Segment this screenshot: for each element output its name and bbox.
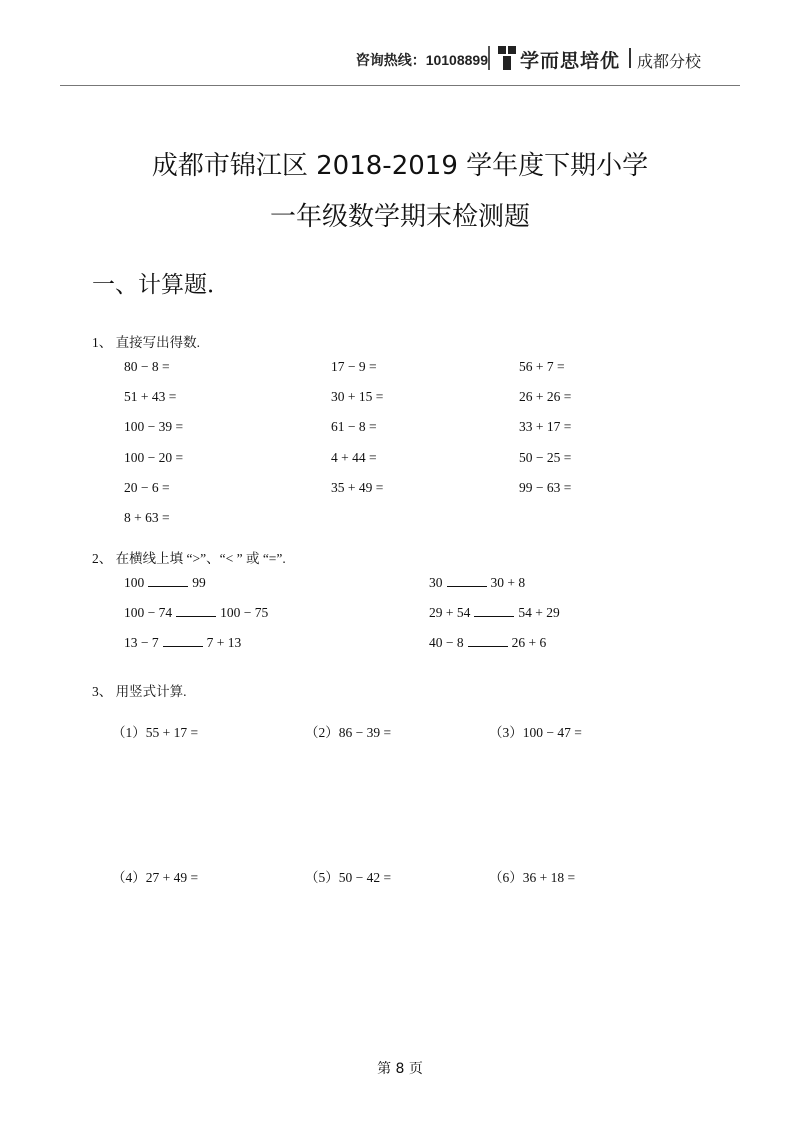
answer-blank[interactable] xyxy=(148,575,188,587)
section-heading: 一、计算题． xyxy=(92,272,230,298)
page-subtitle: 一年级数学期末检测题 xyxy=(269,202,530,232)
q1-item: 51 + 43 = xyxy=(124,389,177,404)
answer-blank[interactable] xyxy=(447,575,487,587)
q2-left: 40 − 8 xyxy=(429,635,464,650)
q3-item: （2）86 − 39 = xyxy=(305,725,392,740)
question-3-label: 3、 用竖式计算. xyxy=(92,684,187,699)
q2-left: 13 − 7 xyxy=(124,635,159,650)
q2-left: 29 + 54 xyxy=(429,605,471,620)
q1-item: 33 + 17 = xyxy=(519,419,572,434)
q2-right: 26 + 6 xyxy=(511,635,547,650)
question-2-label: 2、 在横线上填 “>”、“< ” 或 “=”. xyxy=(92,551,286,566)
q2-item xyxy=(429,575,525,591)
q3-item: （6）36 + 18 = xyxy=(489,870,576,885)
q1-item: 61 − 8 = xyxy=(331,419,377,434)
q1-item: 50 − 25 = xyxy=(519,450,572,465)
header-divider xyxy=(488,46,490,70)
q2-left: 100 xyxy=(124,575,145,590)
q1-item: 100 − 20 = xyxy=(124,450,184,465)
q2-item xyxy=(124,635,241,651)
q2-item xyxy=(429,635,546,651)
q1-item: 17 − 9 = xyxy=(331,359,377,374)
q3-item: （3）100 − 47 = xyxy=(489,725,582,740)
header-rule xyxy=(60,85,740,86)
q1-item: 80 − 8 = xyxy=(124,359,170,374)
q2-right: 99 xyxy=(192,575,206,590)
q1-item: 35 + 49 = xyxy=(331,480,384,495)
answer-blank[interactable] xyxy=(176,605,216,617)
q2-right: 54 + 29 xyxy=(518,605,560,620)
q1-item: 20 − 6 = xyxy=(124,480,170,495)
q2-right: 7 + 13 xyxy=(206,635,242,650)
q1-item: 56 + 7 = xyxy=(519,359,565,374)
q2-item xyxy=(124,605,268,621)
q3-item: （5）50 − 42 = xyxy=(305,870,392,885)
q2-left: 30 xyxy=(429,575,443,590)
answer-blank[interactable] xyxy=(474,605,514,617)
question-1-label: 1、 直接写出得数. xyxy=(92,335,200,350)
page-number: 第 8 页 xyxy=(377,1061,423,1077)
q2-item xyxy=(124,575,206,591)
q2-left: 100 − 74 xyxy=(124,605,173,620)
q3-item: （1）55 + 17 = xyxy=(112,725,199,740)
q2-right: 100 − 75 xyxy=(220,605,269,620)
answer-blank[interactable] xyxy=(468,635,508,647)
logo-text: 学而思培优 xyxy=(520,51,621,72)
logo-divider xyxy=(629,48,631,68)
page-title: 成都市锦江区 2018-2019 学年度下期小学 xyxy=(151,151,649,181)
q1-item: 8 + 63 = xyxy=(124,510,170,525)
q1-item: 99 − 63 = xyxy=(519,480,572,495)
branch-name: 成都分校 xyxy=(637,54,702,71)
answer-blank[interactable] xyxy=(163,635,203,647)
q2-item xyxy=(429,605,560,621)
q1-item: 30 + 15 = xyxy=(331,389,384,404)
hotline-text: 咨询热线：10108899 xyxy=(355,52,488,68)
q1-item: 100 − 39 = xyxy=(124,419,184,434)
q1-item: 26 + 26 = xyxy=(519,389,572,404)
q1-item: 4 + 44 = xyxy=(331,450,377,465)
q2-right: 30 + 8 xyxy=(490,575,526,590)
logo-icon xyxy=(497,45,517,71)
q3-item: （4）27 + 49 = xyxy=(112,870,199,885)
